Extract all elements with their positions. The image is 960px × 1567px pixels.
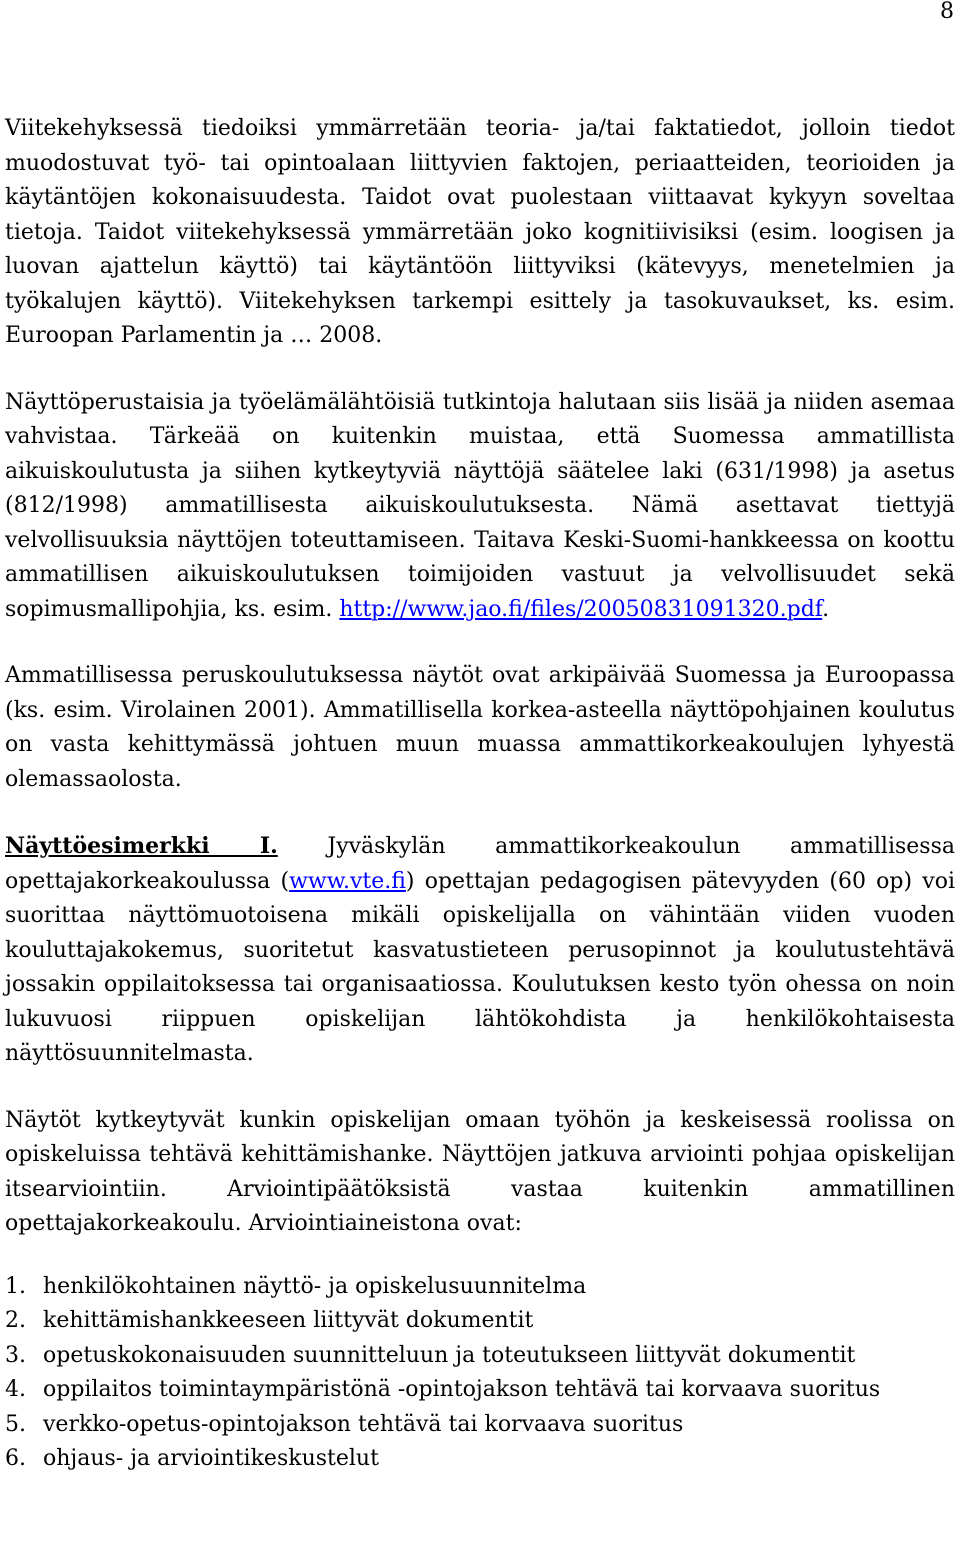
vte-link[interactable]: www.vte.fi xyxy=(289,868,406,894)
example-text-a: Jyväskylän ammattikorkeakoulun ammatillisessa opettajakorkeakoulussa ( xyxy=(5,834,955,894)
example-text-b: ) opettajan pedagogisen pätevyyden (60 op) voi suorittaa näyttömuotoisena mikäli opiskelijalla on vähintään viiden vuoden kouluttajakokemus, suoritetut kasvatustieteen perusopinnot ja koulutustehtävä jossakin oppilaitoksessa tai organisaatiossa. Koulutuksen kesto työn ohessa on noin lukuvuosi riippuen opiskelijan lähtökohdista ja henkilökohtaisesta näyttösuunnitelmasta. xyxy=(5,868,955,1066)
paragraph-assessment: Näytöt kytkeytyvät kunkin opiskelijan omaan työhön ja keskeisessä roolissa on opiskeluissa tehtävä kehittämishanke. Näyttöjen jatkuva arviointi pohjaa opiskelijan itsearviointiin. Arviointipäätöksistä vastaa kuitenkin ammatillinen opettajakorkeakoulu. Arviointiaineistona ovat: xyxy=(5,1107,955,1236)
list-text: henkilökohtainen näyttö- ja opiskelusuunnitelma xyxy=(43,1273,587,1299)
list-number: 4. xyxy=(5,1377,26,1402)
list-number: 5. xyxy=(5,1411,26,1437)
list-text: verkko-opetus-opintojakson tehtävä tai korvaava suoritus xyxy=(43,1411,684,1437)
list-item xyxy=(5,1442,955,1477)
document-body xyxy=(5,112,955,1477)
list-text: opetuskokonaisuuden suunnitteluun ja toteutukseen liittyvät dokumentit xyxy=(43,1342,856,1368)
paragraph-vocational: Ammatillisessa peruskoulutuksessa näytöt ovat arkipäivää Suomessa ja Euroopassa (ks. esim. Virolainen 2001). Ammatillisella korkea-asteella näyttöpohjainen koulutus on vasta kehittymässä johtuen muun muassa ammattikorkeakoulujen lyhyestä olemassaolosta. xyxy=(5,663,955,792)
list-item xyxy=(5,1304,955,1339)
assessment-materials-list xyxy=(5,1270,955,1477)
list-item xyxy=(5,1373,955,1408)
jao-pdf-link[interactable]: http://www.jao.fi/files/20050831091320.pdf xyxy=(339,596,823,622)
page-number: 8 xyxy=(940,0,954,24)
list-number: 6. xyxy=(5,1446,26,1471)
list-number: 1. xyxy=(5,1273,26,1299)
list-text: oppilaitos toimintaympäristönä -opintojakson tehtävä tai korvaava suoritus xyxy=(43,1377,881,1402)
paragraph-framework: Viitekehyksessä tiedoiksi ymmärretään teoria- ja/tai faktatiedot, jolloin tiedot muodostuvat työ- tai opintoalaan liittyvien faktojen, periaatteiden, teorioiden ja käytäntöjen kokonaisuudesta. Taidot ovat puolestaan viittaavat kykyyn soveltaa tietoja. Taidot viitekehyksessä ymmärretään joko kognitiivisiksi (esim. loogisen ja luovan ajattelun käyttö) tai käytäntöön liittyviksi (kätevyys, menetelmien ja työkalujen käyttö). Viitekehyksen tarkempi esittely ja tasokuvaukset, ks. esim. Euroopan Parlamentin ja … 2008. xyxy=(5,116,955,348)
paragraph-example-1 xyxy=(5,829,955,1072)
list-item xyxy=(5,1339,955,1374)
list-item xyxy=(5,1270,955,1305)
paragraph-legislation-end: . xyxy=(822,596,830,622)
list-text: ohjaus- ja arviointikeskustelut xyxy=(43,1446,379,1471)
list-number: 2. xyxy=(5,1308,26,1333)
example-heading: Näyttöesimerkki I. xyxy=(5,833,278,859)
list-text: kehittämishankkeeseen liittyvät dokumentit xyxy=(43,1308,534,1333)
paragraph-legislation xyxy=(5,386,955,628)
paragraph-legislation-text: Näyttöperustaisia ja työelämälähtöisiä tutkintoja halutaan siis lisää ja niiden asemaa vahvistaa. Tärkeää on kuitenkin muistaa, että Suomessa ammatillista aikuiskoulutusta ja siihen kytkeytyviä näyttöjä säätelee laki (631/1998) ja asetus (812/1998) ammatillisesta aikuiskoulutuksesta. Nämä asettavat tiettyjä velvollisuuksia näyttöjen toteuttamiseen. Taitava Keski-Suomi-hankkeessa on koottu ammatillisen aikuiskoulutuksen toimijoiden vastuut ja velvollisuudet sekä sopimusmallipohjia, ks. esim. xyxy=(5,389,955,622)
list-item xyxy=(5,1408,955,1443)
list-number: 3. xyxy=(5,1342,26,1368)
